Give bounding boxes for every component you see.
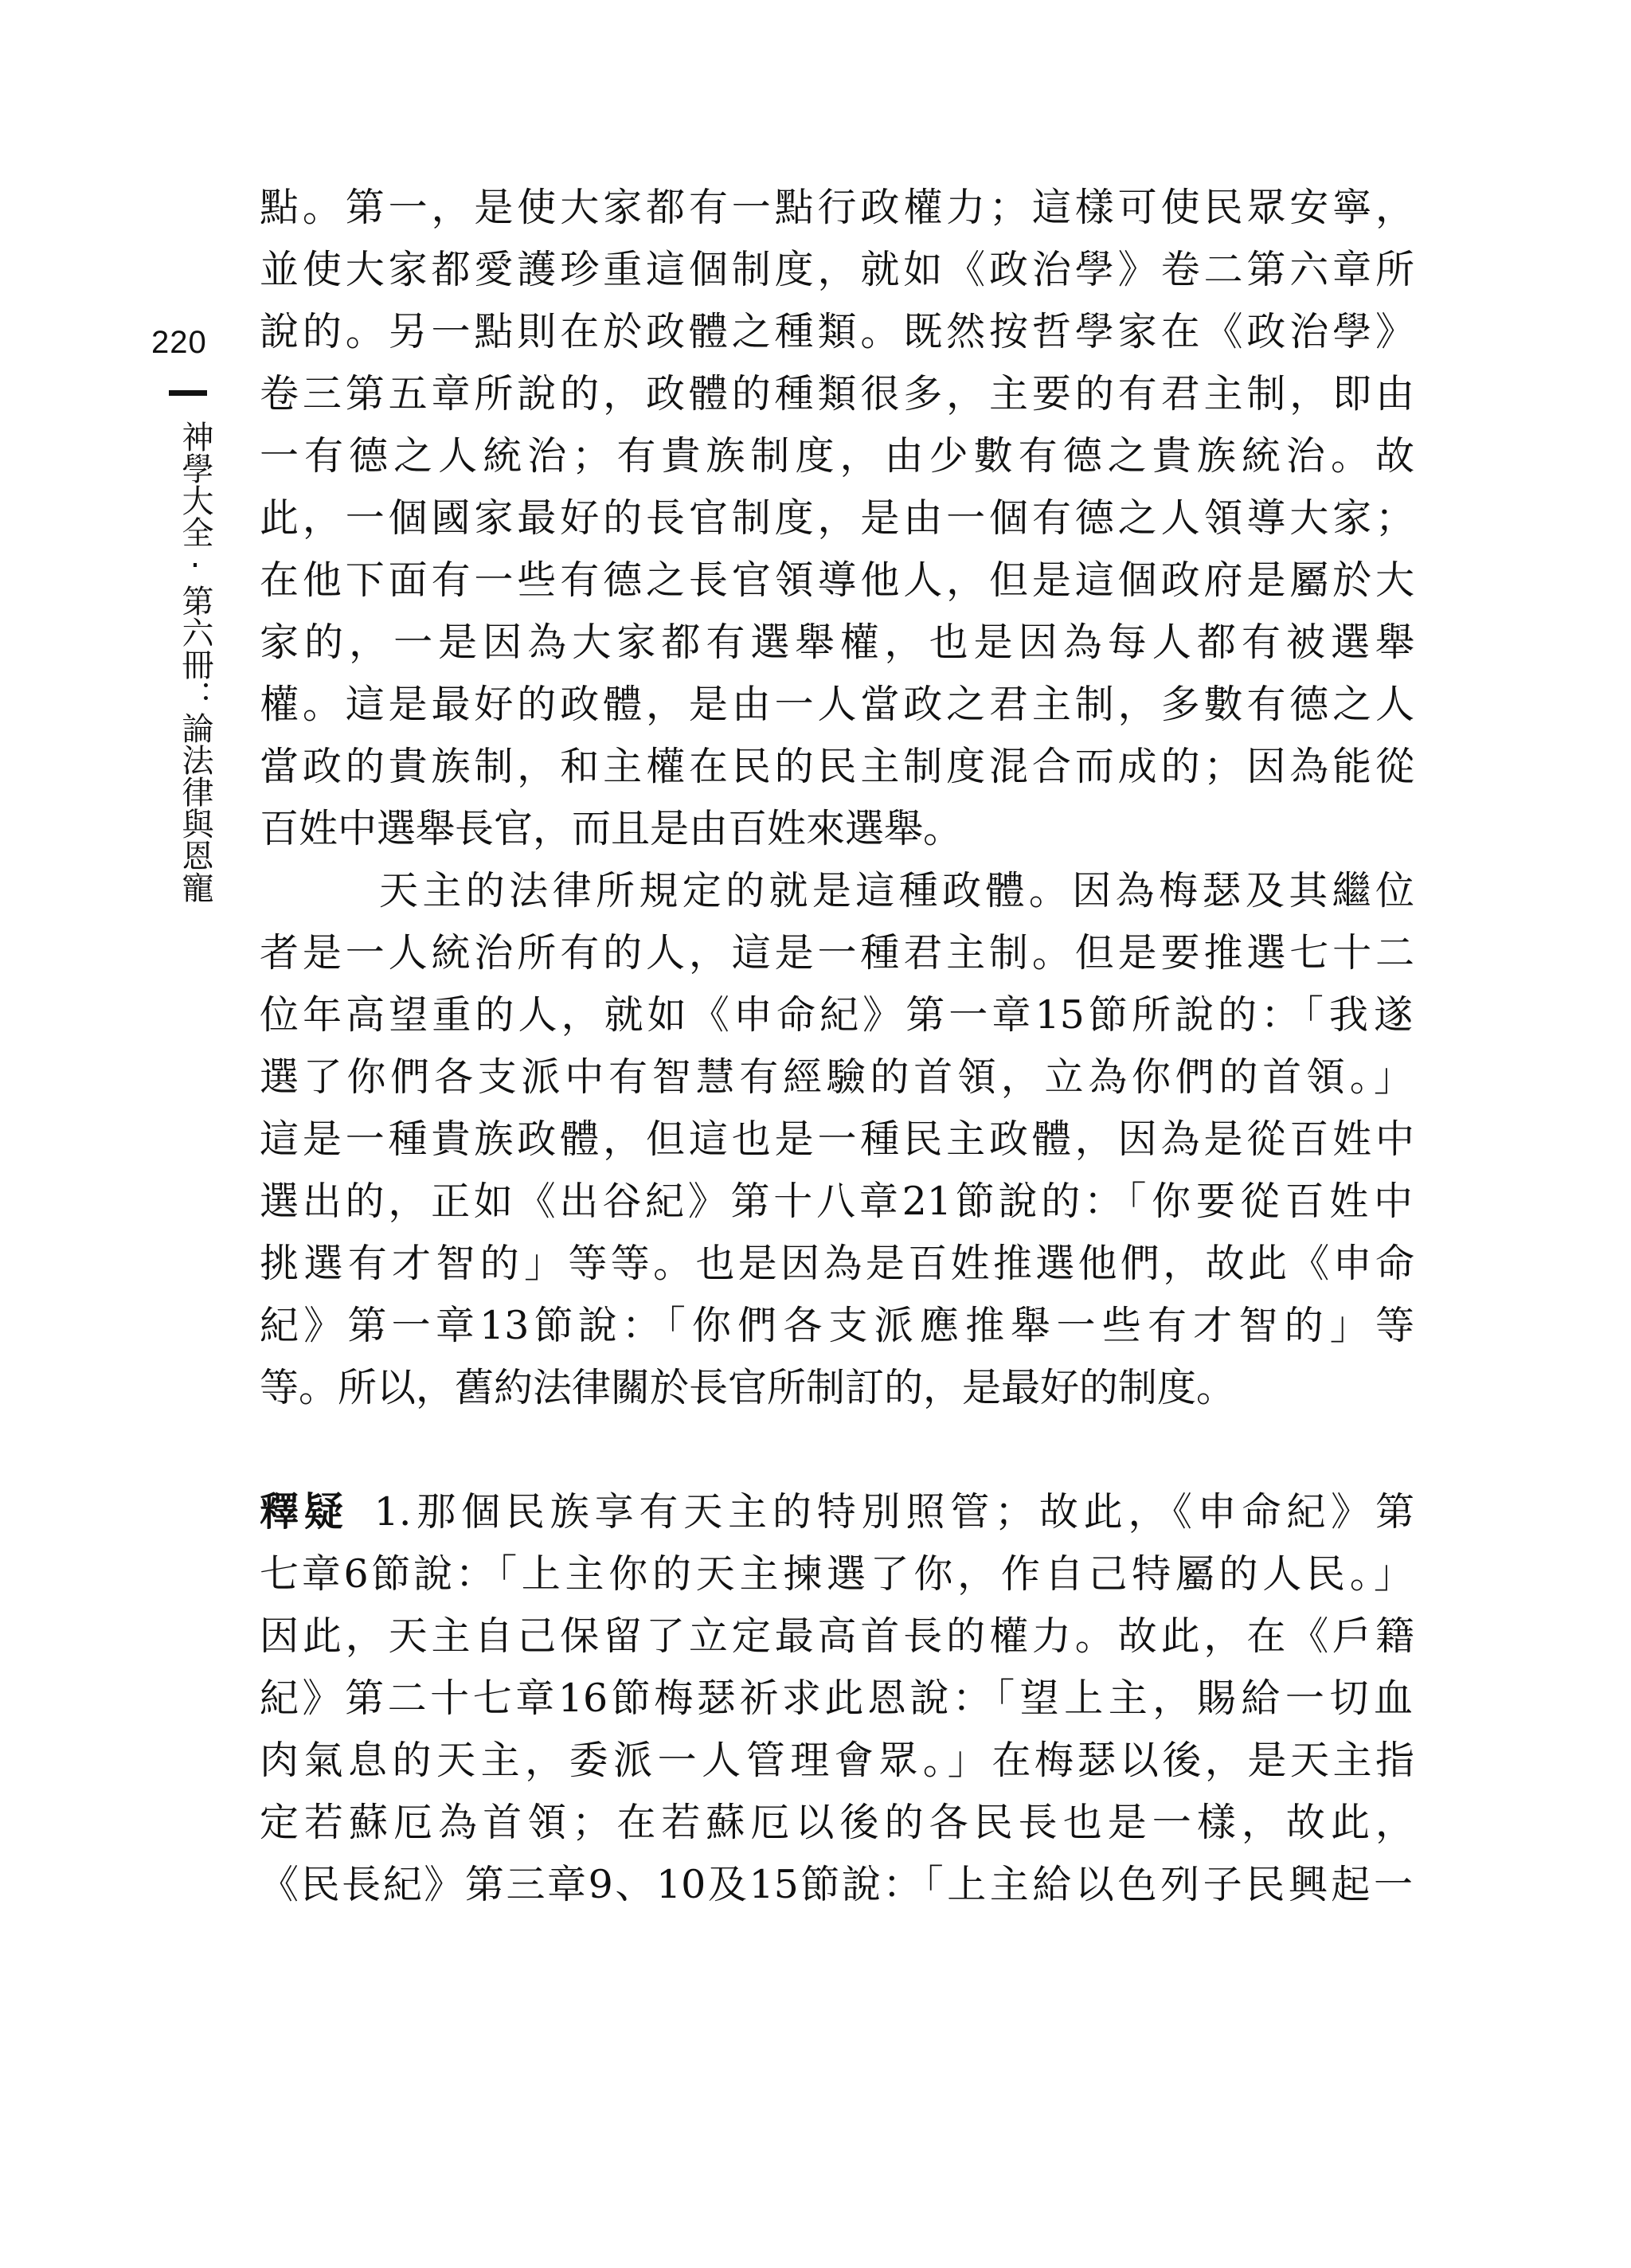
text-line: 定若蘇厄為首領；在若蘇厄以後的各民長也是一樣，故此， bbox=[260, 1800, 1414, 1845]
text-line: 此，一個國家最好的長官制度，是由一個有德之人領導大家； bbox=[260, 495, 1414, 541]
text-line bbox=[260, 1543, 1414, 1605]
text-span: 選出的，正如《出谷紀》第十八章21節說的： bbox=[260, 1179, 1127, 1224]
text-line bbox=[260, 1668, 1414, 1730]
text-span: 紀》第一章13節說： bbox=[260, 1303, 667, 1348]
text-span: 等 bbox=[1375, 1303, 1414, 1348]
text-line: 這是一種貴族政體，但這也是一種民主政體，因為是從百姓中 bbox=[260, 1116, 1414, 1162]
text-line: 百姓中選舉長官，而且是由百姓來選舉。 bbox=[260, 806, 963, 851]
text-line: 等。所以，舊約法律關於長官所制訂的，是最好的制度。 bbox=[260, 1365, 1236, 1410]
paragraph-1 bbox=[260, 177, 1414, 860]
scripture-quote: 「上主給以色列子民興起一 bbox=[924, 1862, 1414, 1907]
text-span: 紀》第二十七章16節梅瑟祈求此恩說： bbox=[260, 1676, 995, 1721]
text-line: 在他下面有一些有德之長官領導他人，但是這個政府是屬於大 bbox=[260, 557, 1414, 603]
text-span: 等等。也是因為是百姓推選他們，故此《申命 bbox=[568, 1241, 1414, 1286]
text-line bbox=[260, 1481, 1414, 1543]
scripture-quote: 「你們各支派應推舉一些有才智的」 bbox=[666, 1303, 1375, 1348]
text-span: 1.那個民族享有天主的特別照管；故此，《申命紀》第 bbox=[374, 1489, 1414, 1535]
text-span: 《民長紀》第三章9、10及15節說： bbox=[260, 1862, 925, 1907]
text-span: 七章6節說： bbox=[260, 1551, 498, 1597]
section-heading: 釋疑 bbox=[260, 1489, 349, 1535]
text-line: 說的。另一點則在於政體之種類。既然按哲學家在《政治學》 bbox=[260, 309, 1414, 354]
scripture-quote: 「你要從百姓中 bbox=[1126, 1179, 1414, 1224]
scripture-quote: 挑選有才智的」 bbox=[260, 1241, 569, 1286]
body-text bbox=[260, 177, 1414, 1916]
text-line: 家的，一是因為大家都有選舉權，也是因為每人都有被選舉 bbox=[260, 620, 1414, 665]
text-line: 卷三第五章所說的，政體的種類很多，主要的有君主制，即由 bbox=[260, 371, 1414, 416]
text-line bbox=[260, 1233, 1414, 1295]
text-line bbox=[260, 1046, 1414, 1109]
text-line: 因此，天主自己保留了立定最高首長的權力。故此，在《戶籍 bbox=[260, 1613, 1414, 1659]
text-line: 者是一人統治所有的人，這是一種君主制。但是要推選七十二 bbox=[260, 930, 1414, 976]
scripture-quote: 肉氣息的天主，委派一人管理會眾。」 bbox=[260, 1738, 992, 1783]
text-span: 位年高望重的人，就如《申命紀》第一章15節所說的： bbox=[260, 992, 1304, 1038]
running-title: 神學大全‧第六冊：論法律與恩寵 bbox=[177, 420, 213, 903]
text-line: 天主的法律所規定的就是這種政體。因為梅瑟及其繼位 bbox=[379, 868, 1414, 913]
text-line bbox=[260, 1854, 1414, 1916]
text-line bbox=[260, 1295, 1414, 1357]
text-line: 當政的貴族制，和主權在民的民主制度混合而成的；因為能從 bbox=[260, 744, 1414, 789]
text-line: 一有德之人統治；有貴族制度，由少數有德之貴族統治。故 bbox=[260, 433, 1414, 479]
text-line bbox=[260, 1171, 1414, 1233]
text-line bbox=[260, 1730, 1414, 1792]
margin-rule bbox=[169, 390, 207, 396]
text-line: 權。這是最好的政體，是由一人當政之君主制，多數有德之人 bbox=[260, 682, 1414, 727]
text-line: 點。第一，是使大家都有一點行政權力；這樣可使民眾安寧， bbox=[260, 185, 1414, 230]
text-line bbox=[260, 984, 1414, 1046]
objection-section bbox=[260, 1481, 1414, 1916]
scripture-quote: 「我遂 bbox=[1304, 992, 1414, 1038]
section-gap bbox=[260, 1419, 1414, 1481]
paragraph-2 bbox=[260, 860, 1414, 1419]
page-number: 220 bbox=[151, 325, 207, 360]
scripture-quote: 選了你們各支派中有智慧有經驗的首領，立為你們的首領。」 bbox=[260, 1054, 1414, 1100]
scripture-quote: 「望上主，賜給一切血 bbox=[995, 1676, 1414, 1721]
scripture-quote: 「上主你的天主揀選了你，作自己特屬的人民。」 bbox=[497, 1551, 1414, 1597]
text-span: 在梅瑟以後，是天主指 bbox=[992, 1738, 1414, 1783]
text-line: 並使大家都愛護珍重這個制度，就如《政治學》卷二第六章所 bbox=[260, 247, 1414, 292]
